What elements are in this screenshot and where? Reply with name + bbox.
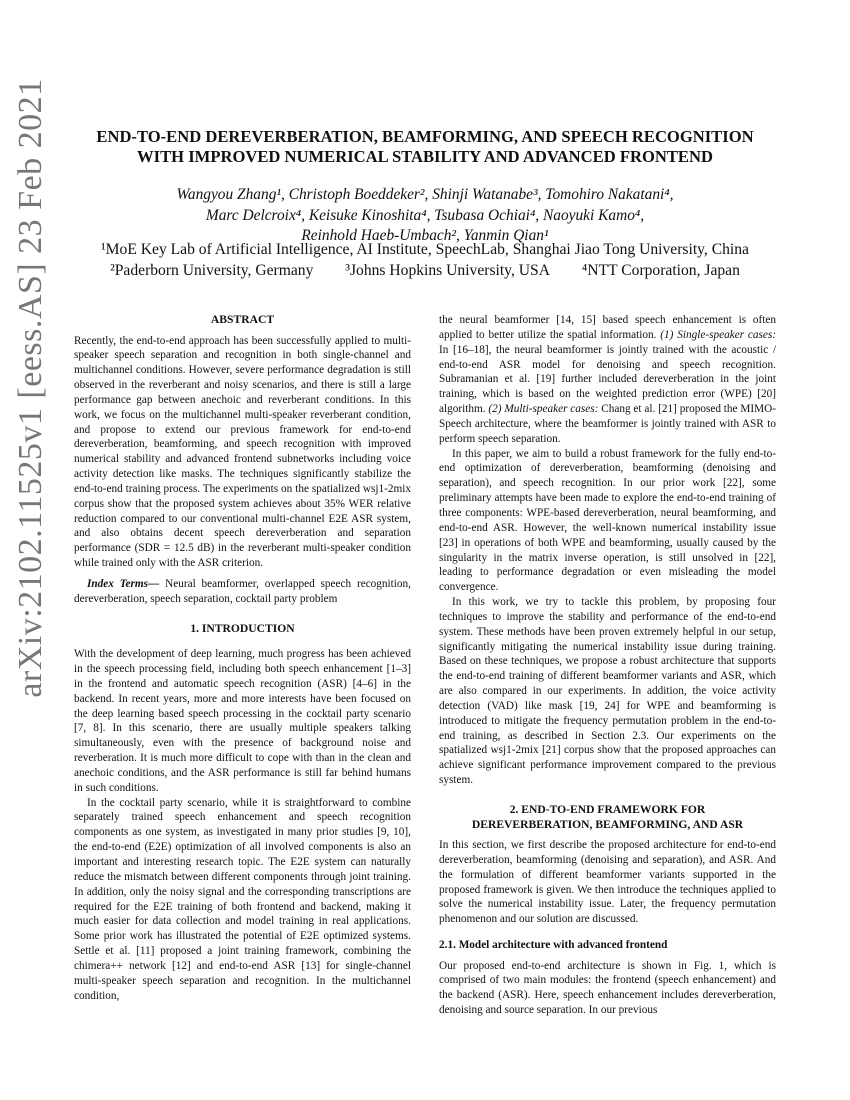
p3-multi-speaker-label: (2) Multi-speaker cases: [488,403,599,416]
affiliation-3: ³Johns Hopkins University, USA [345,261,550,279]
p3-part-e: Chang et al. [21] proposed the MIMO-Speech architecture, where the beamformer is jointly trained with ASR to perform speech separation. [439,403,776,445]
index-terms-text: Neural beamformer, overlapped speech recognition, dereverberation, speech separation, cocktail party problem [74,578,411,605]
section-2-paragraph-2: Our proposed end-to-end architecture is shown in Fig. 1, which is comprised of two main modules: the frontend (speech enhancement) and the backend (ASR). Here, speech enhancement includes dereverberation, denoising and source separation. In our previous [439,959,776,1017]
index-terms [74,577,411,607]
arxiv-stamp [12,78,52,698]
section-2-heading-line-2: DEREVERBERATION, BEAMFORMING, AND ASR [471,817,744,831]
section-2-heading [439,803,776,832]
index-terms-label: Index Terms— [87,578,160,590]
affiliation-2: ²Paderborn University, Germany [110,261,314,279]
abstract-body: Recently, the end-to-end approach has been successfully applied to multi-speaker speech separation and recognition in both single-channel and multichannel conditions. However, severe performance degradation is still observed in the reverberant and noisy scenarios, and there is still a large performance gap between anechoic and reverberant conditions. In this work, we focus on the multichannel multi-speaker reverberant condition, and propose to extend our previous framework for end-to-end dereverberation, beamforming, and speech recognition with improved numerical stability and advanced frontend subnetworks including voice activity detection like masks. The techniques significantly stabilize the end-to-end training process. The experiments on the spatialized wsj1-2mix corpus show that the proposed system achieves about 35% WER relative reduction compared to our conventional multi-channel E2E ASR system, and also obtains decent speech dereverberation and separation performance (SDR = 12.5 dB) in the reverberant multi-speaker condition while trained only with the ASR criterion. [74,334,411,570]
section-1-heading: 1. INTRODUCTION [190,621,295,635]
arxiv-stamp-text: arXiv:2102.11525v1 [eess.AS] 23 Feb 2021 [12,78,49,698]
affiliation-4: ⁴NTT Corporation, Japan [581,261,740,279]
left-column [74,313,411,1003]
affiliations [60,240,790,281]
affiliation-row-2 [60,261,790,282]
title-line-2: WITH IMPROVED NUMERICAL STABILITY AND ADVANCED FRONTEND [137,147,713,166]
authors-line-2: Marc Delcroix⁴, Keisuke Kinoshita⁴, Tsubasa Ochiai⁴, Naoyuki Kamo⁴, [205,206,645,224]
p3-single-speaker-label: (1) Single-speaker cases: [660,328,776,341]
section-1-paragraph-3 [439,313,776,447]
p3-part-a: the neural beamformer [14, 15] based speech enhancement is often applied to better utilize the spatial information. [439,314,776,341]
author-list [60,185,790,247]
section-1-paragraph-1: With the development of deep learning, much progress has been achieved in the speech processing field, including both speech enhancement [1–3] in the frontend and automatic speech recognition (ASR) [4–6] in the backend. In recent years, more and more interests have been focused on the deep learning based speech processing in the cocktail party scenario [7, 8]. In this scenario, there are usually multiple speakers talking simultaneously, even with the presence of background noise and reverberation. It is much more difficult to cope with than in the clean and anechoic conditions, and the ASR performance is still far behind humans in such conditions. [74,648,411,794]
title-line-1: END-TO-END DEREVERBERATION, BEAMFORMING, AND SPEECH RECOGNITION [96,127,754,146]
section-1-paragraph-4: In this paper, we aim to build a robust framework for the fully end-to-end optimization of dereverberation, beamforming (denoising and separation), and speech recognition. In our prior work [22], some preliminary attempts have been made to explore the end-to-end training of three components: WPE-based dereverberation, neural beamforming, and end-to-end ASR. However, the well-known numerical instability issue [23] in operations of both WPE and beamforming, usually caused by the singularity in the matrix inverse operation, is still unsolved in [22], leading to performance degradation or even misleading the model convergence. [439,447,776,594]
section-1-paragraph-2: In the cocktail party scenario, while it is straightforward to combine separately trained speech enhancement and speech recognition components as one system, as investigated in many prior studies [9, 10], the end-to-end (E2E) optimization of all involved components is also an important and interesting research topic. The E2E system can naturally reduce the mismatch between different components through joint training. In addition, only the noisy signal and the corresponding transcriptions are required for the E2E training of both frontend and backend, making it much easier for data collection and model training in real applications. Some prior work has illustrated the potential of E2E optimized systems. Settle et al. [11] proposed a joint training framework, combining the chimera++ network [12] and end-to-end ASR [13] for single-channel multi-speaker speech separation and recognition. In the multichannel condition, [74,796,411,1002]
abstract-heading: ABSTRACT [210,313,275,326]
section-2-paragraph-1: In this section, we first describe the proposed architecture for end-to-end dereverberation, beamforming (denoising and separation), and ASR. And the formulation of different beamformer variants supported in the proposed framework is given. We then introduce the techniques applied to solve the numerical instability issue. Later, the frequency permutation phenomenon and our solution are discussed. [439,839,776,926]
p3-part-c: In [16–18], the neural beamformer is jointly trained with the acoustic / end-to-end ASR model for denoising and speech recognition. Subramanian et al. [19] further included dereverberation in the joint training, which is based on the weighted prediction error (WPE) [20] algorithm. [439,343,776,416]
section-1-paragraph-5: In this work, we try to tackle this problem, by proposing four techniques to improve the stability and performance of the end-to-end system. These methods have been proven extremely helpful in our setup, significantly mitigating the numerical instability issue during training. Based on these techniques, we propose a robust architecture that supports the end-to-end training of different beamformer variants and ASR, which are also compared in our experiments. In addition, the voice activity detection (VAD) like mask [19, 24] for WPE and beamforming is introduced to mitigate the frequency permutation problem in the end-to-end training, as described in Section 2.3. Our experiments on the spatialized wsj1-2mix [21] corpus show that the proposed approaches can achieve significant performance improvement compared to the previous system. [439,596,776,787]
affiliation-1: ¹MoE Key Lab of Artificial Intelligence, AI Institute, SpeechLab, Shanghai Jiao Tong University, China [101,241,749,258]
paper-title [60,127,790,167]
authors-line-3: Reinhold Haeb-Umbach², Yanmin Qian¹ [301,227,549,244]
subsection-2-1-heading: 2.1. Model architecture with advanced frontend [439,939,668,952]
authors-line-1: Wangyou Zhang¹, Christoph Boeddeker², Shinji Watanabe³, Tomohiro Nakatani⁴, [176,186,674,203]
section-2-heading-line-1: 2. END-TO-END FRAMEWORK FOR [509,803,706,816]
right-column [439,313,776,1018]
